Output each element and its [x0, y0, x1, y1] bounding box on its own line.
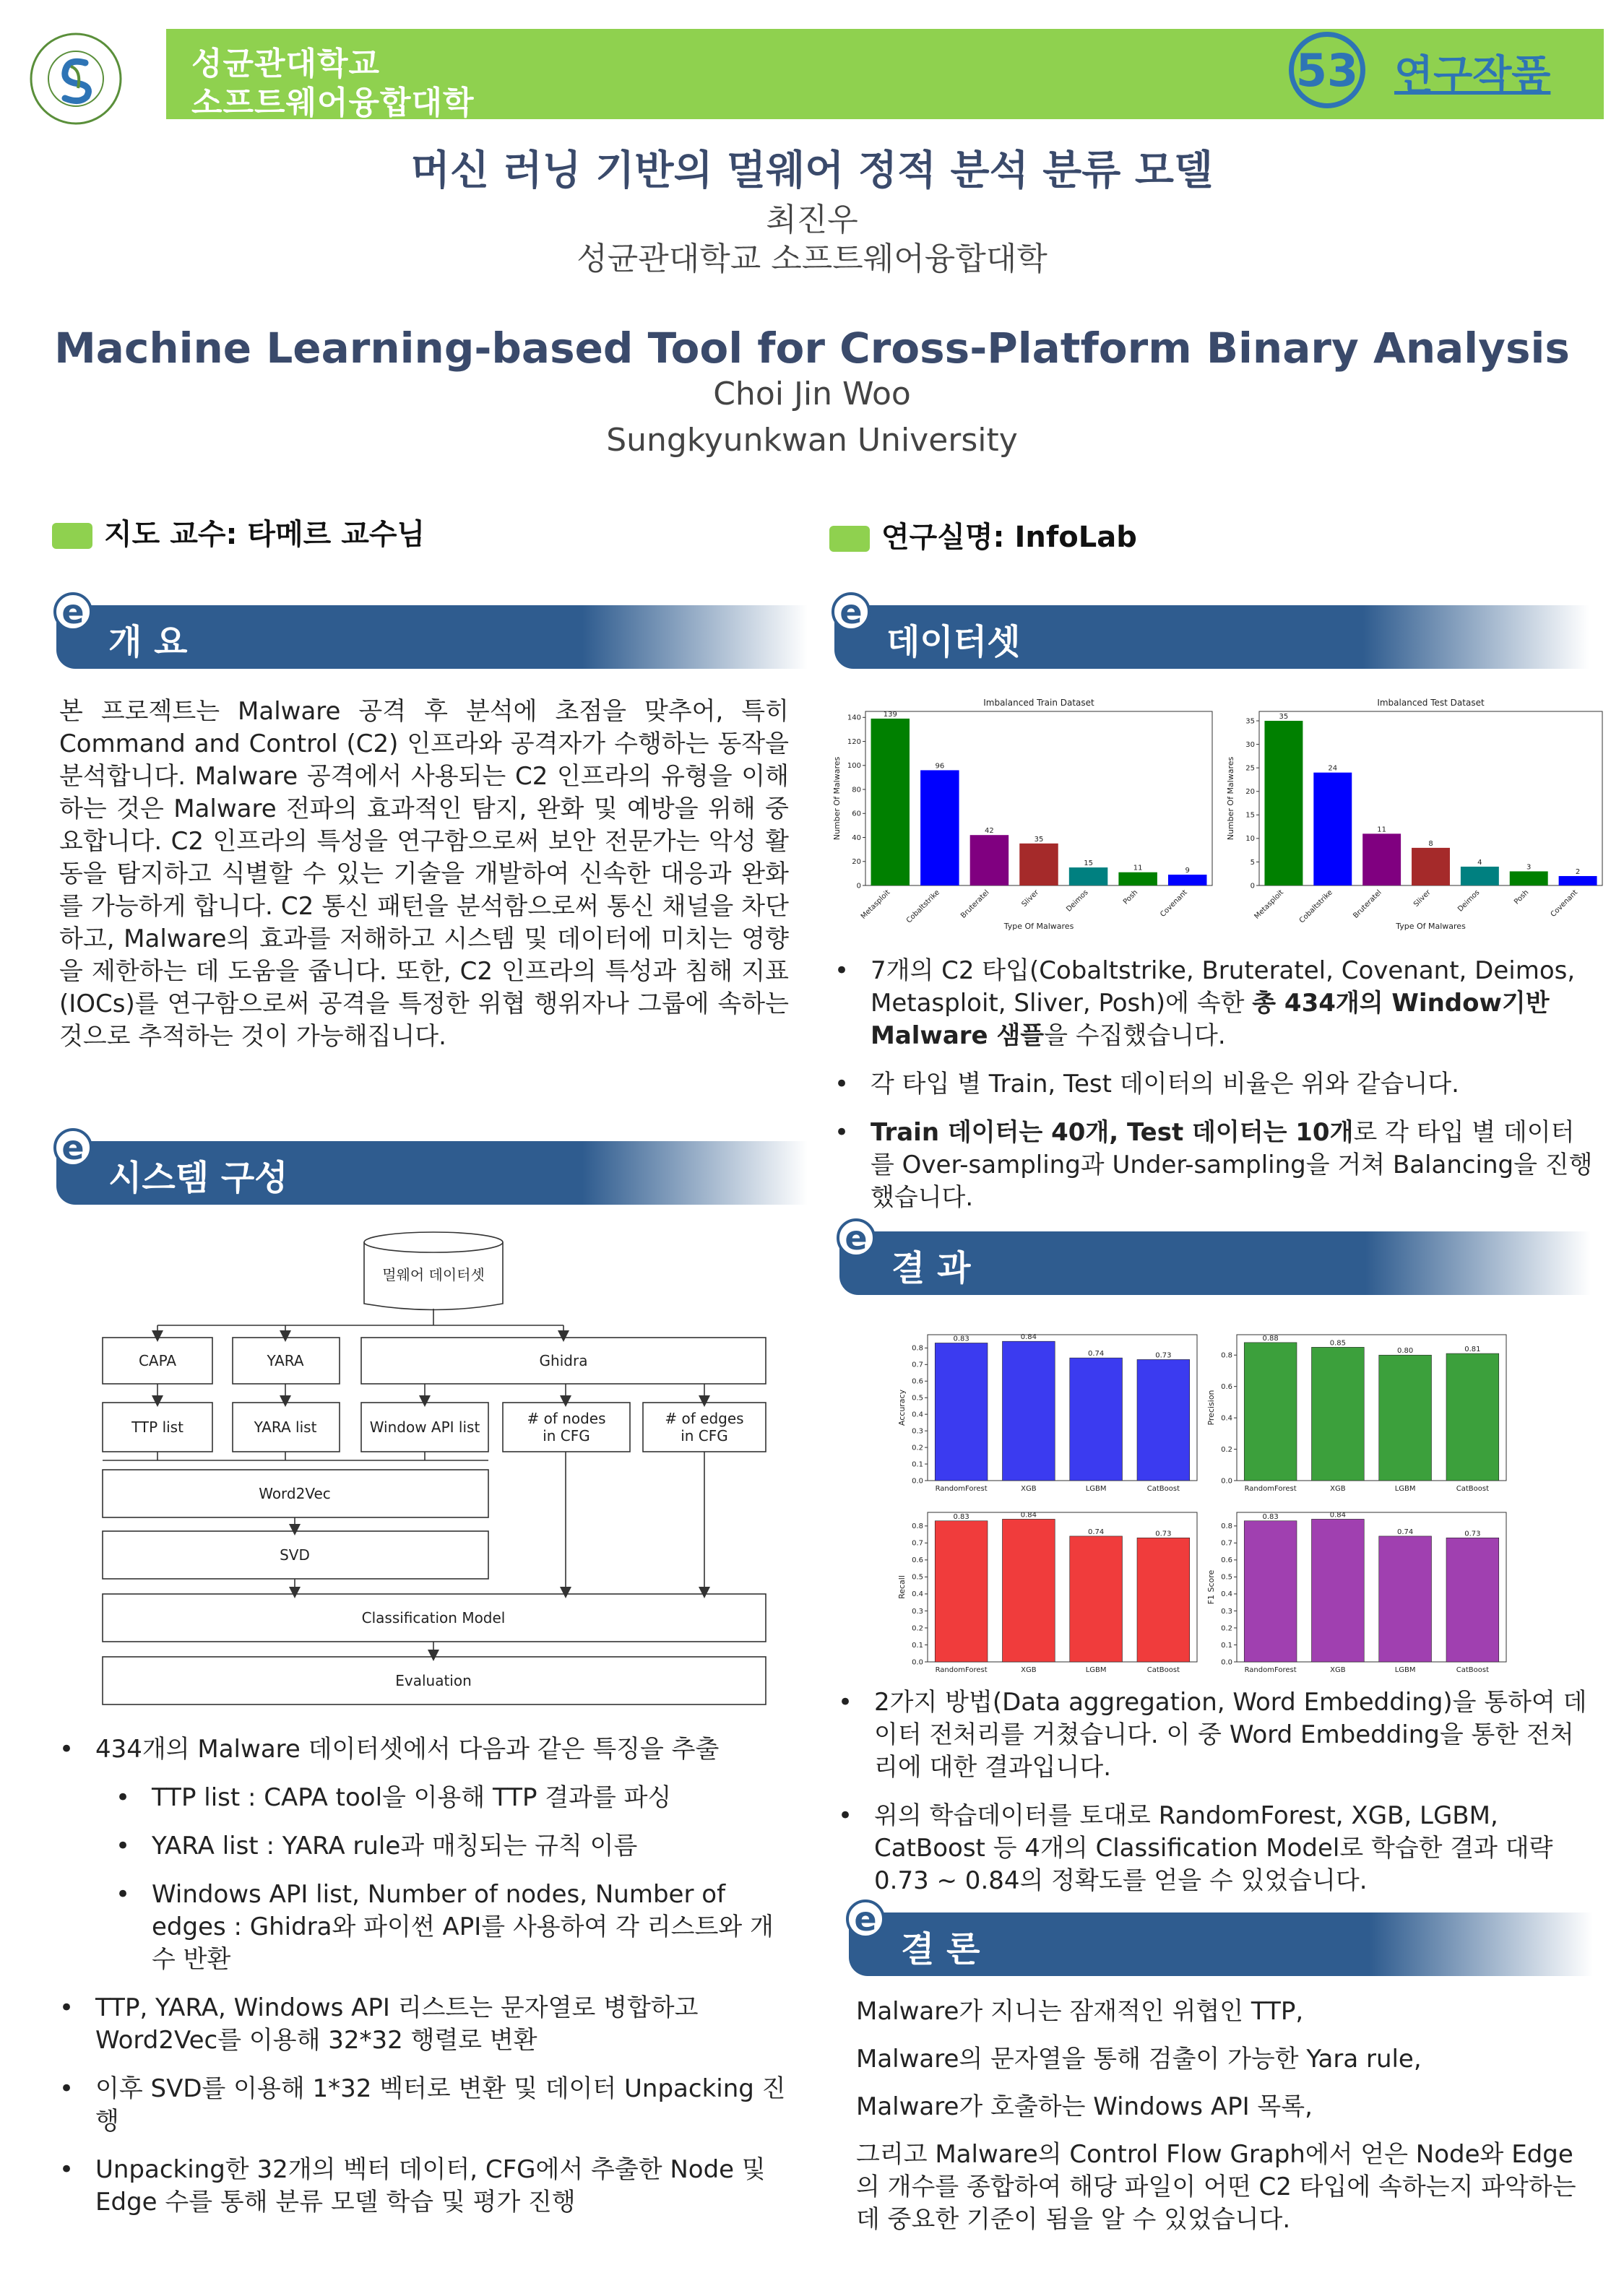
- data-label: 0.83: [1262, 1512, 1279, 1521]
- x-tick-label: Deimos: [1065, 888, 1090, 914]
- bar: [1019, 844, 1058, 885]
- y-tick-label: 0.5: [912, 1573, 923, 1582]
- e-circle-icon: e: [53, 592, 92, 631]
- list-item: • 이후 SVD를 이용해 1*32 벡터로 변환 및 데이터 Unpacking 진행: [59, 2073, 796, 2138]
- y-tick-label: 0.4: [912, 1411, 923, 1419]
- bar: [1312, 1519, 1365, 1662]
- advisor-info: [52, 511, 425, 553]
- bar: [1168, 875, 1206, 885]
- data-label: 35: [1034, 835, 1044, 844]
- x-tick-label: Covenant: [1549, 888, 1580, 919]
- section-header-results: [839, 1218, 1591, 1295]
- bar: [1003, 1519, 1055, 1662]
- data-label: 0.83: [953, 1512, 969, 1521]
- list-item: • Train 데이터는 40개, Test 데이터는 10개로 각 타입 별 데이터를 Over-sampling과 Under-sampling을 거쳐 Balancing을 진행했습니다.: [834, 1117, 1597, 1214]
- x-tick-label: Cobaltstrike: [1297, 888, 1334, 925]
- x-axis-label: Type Of Malwares: [1003, 922, 1074, 931]
- section-header-dataset: [834, 592, 1589, 669]
- author-korean: 최진우: [766, 202, 858, 238]
- word2vec-node-label: Word2Vec: [259, 1485, 331, 1502]
- x-tick-label: RandomForest: [935, 1666, 988, 1674]
- x-tick-label: LGBM: [1394, 1485, 1416, 1493]
- data-label: 0.84: [1020, 1333, 1037, 1342]
- bar: [1461, 867, 1499, 885]
- title-english: Machine Learning-based Tool for Cross-Platform Binary Analysis: [54, 324, 1570, 373]
- bar: [1244, 1343, 1297, 1481]
- data-label: 4: [1477, 858, 1482, 867]
- evaluation-node-label: Evaluation: [395, 1672, 472, 1689]
- y-tick-label: 80: [852, 786, 861, 794]
- conclusion-line: Malware가 지니는 잠재적인 위협인 TTP,: [856, 1997, 1304, 2026]
- list-item: • YARA list : YARA rule과 매칭되는 규칙 이름: [116, 1830, 796, 1863]
- x-tick-label: CatBoost: [1456, 1666, 1490, 1674]
- results-bullets: [838, 1686, 1597, 1913]
- bar: [1312, 1347, 1365, 1481]
- recall-chart: [897, 1501, 1204, 1678]
- affiliation-korean: 성균관대학교 소프트웨어융합대학: [576, 241, 1048, 277]
- y-tick-label: 10: [1245, 835, 1255, 844]
- y-tick-label: 40: [852, 833, 861, 842]
- x-tick-label: RandomForest: [1244, 1485, 1297, 1493]
- conclusion-line: Malware의 문자열을 통해 검출이 가능한 Yara rule,: [856, 2045, 1422, 2074]
- x-axis-label: Type Of Malwares: [1396, 922, 1466, 931]
- x-tick-label: RandomForest: [935, 1485, 988, 1493]
- x-tick-label: Deimos: [1456, 888, 1482, 914]
- bar: [1003, 1341, 1055, 1481]
- win-api-node-label: Window API list: [369, 1418, 480, 1436]
- x-tick-label: XGB: [1021, 1485, 1037, 1493]
- bar: [1446, 1353, 1499, 1481]
- precision-chart: [1206, 1323, 1513, 1496]
- list-item: • 각 타입 별 Train, Test 데이터의 비율은 위와 같습니다.: [834, 1068, 1597, 1101]
- affiliation-english: Sungkyunkwan University: [606, 422, 1018, 459]
- section-title: 결 론: [901, 1929, 980, 1970]
- data-label: 0.80: [1396, 1347, 1414, 1356]
- y-tick-label: 5: [1250, 858, 1255, 867]
- data-label: 42: [985, 827, 994, 836]
- bar: [970, 835, 1008, 885]
- accuracy-chart: [897, 1323, 1204, 1496]
- section-header-conclusion: [849, 1899, 1593, 1976]
- y-tick-label: 0.4: [1221, 1414, 1232, 1423]
- x-tick-label: LGBM: [1085, 1485, 1107, 1493]
- yara-node-label: YARA: [267, 1352, 304, 1369]
- overview-text: 본 프로젝트는 Malware 공격 후 분석에 초점을 맞추어, 특히 Command and Control (C2) 인프라와 공격자가 수행하는 동작을 분석합니다. Malware 공격에서 사용되는 C2 인프라의 유형을 이해하는 것은 Malware 전파의 효과적인 탐지, 완화 및 예방을 위해 중요합니다. C2 인프라의 특성을 연구함으로써 보안 전문가는 악성 활동을 탐지하고 식별할 수 있는 기술을 개발하여 신속한 대응과 완화를 가능하게 합니다. C2 통신 패턴을 분석함으로써 통신 채널을 차단하고, Malware의 효과를 저해하고 시스템 및 데이터에 미치는 영향을 제한하는 데 도움을 줍니다. 또한, C2 인프라의 특성과 침해 지표(IOCs)를 연구함으로써 공격을 특정한 위협 행위자나 그룹에 속하는 것으로 추적하는 것이 가능해집니다.: [59, 697, 789, 1051]
- capa-node-label: CAPA: [138, 1352, 177, 1369]
- y-tick-label: 120: [847, 737, 861, 746]
- system-architecture-diagram: [94, 1228, 787, 1719]
- y-tick-label: 140: [847, 714, 861, 722]
- chart-title: Imbalanced Train Dataset: [983, 698, 1094, 708]
- y-tick-label: 0.0: [1221, 1658, 1232, 1667]
- advisor-text: 지도 교수: 타메르 교수님: [104, 518, 426, 551]
- x-tick-label: Metasploit: [859, 888, 892, 921]
- y-tick-label: 0.1: [1221, 1641, 1232, 1650]
- list-item: • 434개의 Malware 데이터셋에서 다음과 같은 특징을 추출: [59, 1733, 796, 1766]
- bar: [1559, 876, 1597, 885]
- y-tick-label: 15: [1245, 811, 1255, 820]
- y-tick-label: 30: [1245, 740, 1255, 749]
- y-tick-label: 0.2: [912, 1444, 923, 1452]
- y-tick-label: 25: [1245, 764, 1255, 773]
- ghidra-node-label: Ghidra: [539, 1352, 588, 1369]
- college-name: 소프트웨어융합대학: [191, 85, 475, 121]
- y-axis-label: Precision: [1206, 1390, 1216, 1426]
- x-tick-label: XGB: [1330, 1485, 1346, 1493]
- x-tick-label: Metasploit: [1253, 888, 1286, 921]
- y-tick-label: 0: [856, 882, 861, 891]
- test-dataset-chart: [1225, 690, 1611, 932]
- bar: [1379, 1355, 1432, 1481]
- ttp-list-node-label: TTP list: [131, 1418, 183, 1436]
- y-tick-label: 0.0: [912, 1477, 923, 1486]
- x-tick-label: Sliver: [1412, 888, 1433, 909]
- y-tick-label: 0.5: [912, 1394, 923, 1403]
- data-label: 15: [1084, 859, 1093, 868]
- dataset-bullets: [834, 955, 1597, 1230]
- y-tick-label: 0.7: [1221, 1539, 1232, 1548]
- data-label: 0.74: [1396, 1528, 1414, 1536]
- data-label: 0.73: [1155, 1530, 1172, 1538]
- y-tick-label: 0.0: [1221, 1477, 1232, 1486]
- x-tick-label: XGB: [1330, 1666, 1346, 1674]
- y-tick-label: 20: [852, 858, 861, 867]
- y-tick-label: 0.6: [1221, 1556, 1232, 1565]
- title-korean: 머신 러닝 기반의 멀웨어 정적 분석 분류 모델: [410, 147, 1214, 194]
- lab-info: [829, 514, 1137, 555]
- chart-title: Imbalanced Test Dataset: [1377, 698, 1485, 708]
- edges-cfg-label-1: # of edges: [665, 1410, 744, 1427]
- y-tick-label: 35: [1245, 717, 1255, 726]
- author-english: Choi Jin Woo: [713, 376, 911, 412]
- y-tick-label: 0.3: [912, 1427, 923, 1436]
- data-label: 0.84: [1329, 1511, 1347, 1520]
- y-tick-label: 0.7: [912, 1539, 923, 1548]
- section-title: 데이터셋: [886, 622, 1021, 662]
- y-tick-label: 60: [852, 810, 861, 818]
- list-item: • 위의 학습데이터를 토대로 RandomForest, XGB, LGBM, CatBoost 등 4개의 Classification Model로 학습한 결과 대략 0.73 ~ 0.84의 정확도를 얻을 수 있었습니다.: [838, 1800, 1597, 1897]
- system-bullets: [59, 1733, 796, 2235]
- data-label: 0.88: [1262, 1334, 1279, 1343]
- data-label: 11: [1377, 826, 1387, 834]
- bar: [935, 1521, 988, 1662]
- x-tick-label: Posh: [1121, 888, 1140, 906]
- data-label: 9: [1185, 867, 1190, 875]
- y-axis-label: Recall: [897, 1575, 907, 1599]
- section-header-overview: [56, 592, 808, 669]
- list-item: • 2가지 방법(Data aggregation, Word Embedding)을 통하여 데이터 전처리를 거쳤습니다. 이 중 Word Embedding을 통한 전처리에 대한 결과입니다.: [838, 1686, 1597, 1784]
- bar: [935, 1343, 988, 1481]
- yara-list-node-label: YARA list: [254, 1418, 317, 1436]
- bar: [1244, 1521, 1297, 1662]
- y-axis-label: Accuracy: [897, 1389, 907, 1426]
- y-axis-label: Number Of Malwares: [832, 756, 842, 841]
- data-label: 2: [1575, 867, 1581, 876]
- y-tick-label: 0.4: [912, 1590, 923, 1599]
- bar: [1070, 1358, 1123, 1481]
- conclusion-text: [856, 1996, 1593, 2236]
- train-dataset-chart: [831, 690, 1221, 932]
- y-tick-label: 0.6: [1221, 1383, 1232, 1392]
- bar: [1264, 721, 1303, 885]
- data-label: 8: [1428, 839, 1433, 848]
- x-tick-label: LGBM: [1394, 1666, 1416, 1674]
- university-logo-icon: [27, 30, 125, 128]
- x-tick-label: CatBoost: [1456, 1485, 1490, 1493]
- y-tick-label: 0: [1250, 882, 1255, 891]
- x-tick-label: Sliver: [1020, 888, 1041, 909]
- y-tick-label: 0.3: [912, 1607, 923, 1616]
- y-tick-label: 0.2: [1221, 1624, 1232, 1633]
- y-tick-label: 0.1: [912, 1641, 923, 1650]
- data-label: 0.84: [1020, 1511, 1037, 1520]
- data-label: 0.73: [1464, 1530, 1481, 1538]
- list-item: • TTP list : CAPA tool을 이용해 TTP 결과를 파싱: [116, 1782, 796, 1814]
- dataset-node-label: 멀웨어 데이터셋: [382, 1266, 485, 1283]
- nodes-cfg-label-1: # of nodes: [527, 1410, 606, 1427]
- bar: [1446, 1538, 1499, 1662]
- data-label: 139: [883, 710, 897, 719]
- green-marker-icon: [52, 523, 92, 549]
- data-label: 0.73: [1155, 1351, 1172, 1360]
- y-tick-label: 0.0: [912, 1658, 923, 1667]
- e-circle-icon: e: [837, 1218, 876, 1257]
- y-tick-label: 0.3: [1221, 1607, 1232, 1616]
- data-label: 0.74: [1087, 1350, 1105, 1359]
- x-tick-label: Bruteratel: [959, 888, 991, 920]
- y-tick-label: 0.8: [912, 1344, 923, 1353]
- bar: [871, 719, 910, 885]
- y-tick-label: 0.4: [1221, 1590, 1232, 1599]
- y-tick-label: 0.8: [1221, 1522, 1232, 1531]
- y-tick-label: 20: [1245, 788, 1255, 797]
- list-item: • 7개의 C2 타입(Cobaltstrike, Bruteratel, Covenant, Deimos, Metasploit, Sliver, Posh)에 속한 총 434개의 Window기반 Malware 샘플을 수집했습니다.: [834, 955, 1597, 1052]
- list-item: • Windows API list, Number of nodes, Number of edges : Ghidra와 파이썬 API를 사용하여 각 리스트와 개수 반환: [116, 1879, 796, 1976]
- list-item: • TTP, YARA, Windows API 리스트는 문자열로 병합하고 Word2Vec를 이용해 32*32 행렬로 변환: [59, 1992, 796, 2057]
- data-label: 0.74: [1087, 1528, 1105, 1536]
- x-tick-label: Covenant: [1159, 888, 1189, 919]
- y-tick-label: 0.6: [912, 1556, 923, 1565]
- x-tick-label: Bruteratel: [1352, 888, 1383, 920]
- section-title: 결 과: [891, 1248, 971, 1288]
- bar: [1118, 872, 1157, 885]
- section-title: 시스템 구성: [108, 1158, 288, 1198]
- lab-text: 연구실명: InfoLab: [881, 521, 1137, 554]
- data-label: 24: [1328, 764, 1338, 773]
- data-label: 0.81: [1464, 1346, 1481, 1354]
- f1-score-chart: [1206, 1501, 1513, 1678]
- bar: [1069, 867, 1107, 885]
- conclusion-line: Malware가 호출하는 Windows API 목록,: [856, 2092, 1313, 2121]
- x-tick-label: CatBoost: [1146, 1485, 1180, 1493]
- y-axis-label: Number Of Malwares: [1226, 756, 1235, 841]
- x-tick-label: Cobaltstrike: [904, 888, 941, 925]
- university-name: 성균관대학교: [191, 46, 381, 82]
- bar: [1313, 773, 1352, 885]
- list-item: • Unpacking한 32개의 벡터 데이터, CFG에서 추출한 Node 및 Edge 수를 통해 분류 모델 학습 및 평가 진행: [59, 2154, 796, 2219]
- e-circle-icon: e: [53, 1128, 92, 1167]
- x-tick-label: Posh: [1513, 888, 1531, 906]
- section-title: 개 요: [108, 622, 188, 662]
- svd-node-label: SVD: [280, 1546, 310, 1564]
- edges-cfg-label-2: in CFG: [681, 1427, 728, 1444]
- y-tick-label: 0.8: [912, 1522, 923, 1531]
- poster-number-badge: 53: [1289, 32, 1365, 108]
- y-tick-label: 0.6: [912, 1377, 923, 1386]
- bar: [1070, 1536, 1123, 1662]
- bar: [1137, 1359, 1190, 1481]
- nodes-cfg-label-2: in CFG: [543, 1427, 590, 1444]
- x-tick-label: XGB: [1021, 1666, 1037, 1674]
- category-label: 연구작품: [1394, 52, 1551, 99]
- bar: [1137, 1538, 1190, 1662]
- bar: [1510, 871, 1548, 885]
- bar: [1412, 848, 1450, 885]
- y-tick-label: 0.7: [912, 1361, 923, 1369]
- data-label: 0.83: [953, 1335, 969, 1343]
- classification-node-label: Classification Model: [361, 1609, 506, 1626]
- conclusion-line: 그리고 Malware의 Control Flow Graph에서 얻은 Node와 Edge의 개수를 종합하여 해당 파일이 어떤 C2 타입에 속하는지 파악하는데 중요한 기준이 됨을 알 수 있었습니다.: [856, 2140, 1576, 2234]
- y-axis-label: F1 Score: [1206, 1569, 1216, 1605]
- y-tick-label: 0.2: [1221, 1445, 1232, 1454]
- y-tick-label: 0.8: [1221, 1351, 1232, 1360]
- data-label: 11: [1133, 864, 1143, 872]
- data-label: 0.85: [1329, 1339, 1347, 1348]
- green-marker-icon: [829, 526, 870, 552]
- e-circle-icon: e: [832, 592, 871, 631]
- y-tick-label: 0.5: [1221, 1573, 1232, 1582]
- data-label: 3: [1526, 863, 1532, 872]
- y-tick-label: 0.2: [912, 1624, 923, 1633]
- data-label: 96: [935, 762, 945, 771]
- y-tick-label: 0.1: [912, 1460, 923, 1469]
- section-header-system: [56, 1128, 808, 1205]
- x-tick-label: LGBM: [1085, 1666, 1107, 1674]
- y-tick-label: 100: [847, 762, 861, 771]
- x-tick-label: CatBoost: [1146, 1666, 1180, 1674]
- data-label: 35: [1279, 713, 1289, 722]
- bar: [1362, 833, 1401, 885]
- e-circle-icon: e: [846, 1899, 885, 1938]
- bar: [920, 770, 959, 885]
- x-tick-label: RandomForest: [1244, 1666, 1297, 1674]
- bar: [1379, 1536, 1432, 1662]
